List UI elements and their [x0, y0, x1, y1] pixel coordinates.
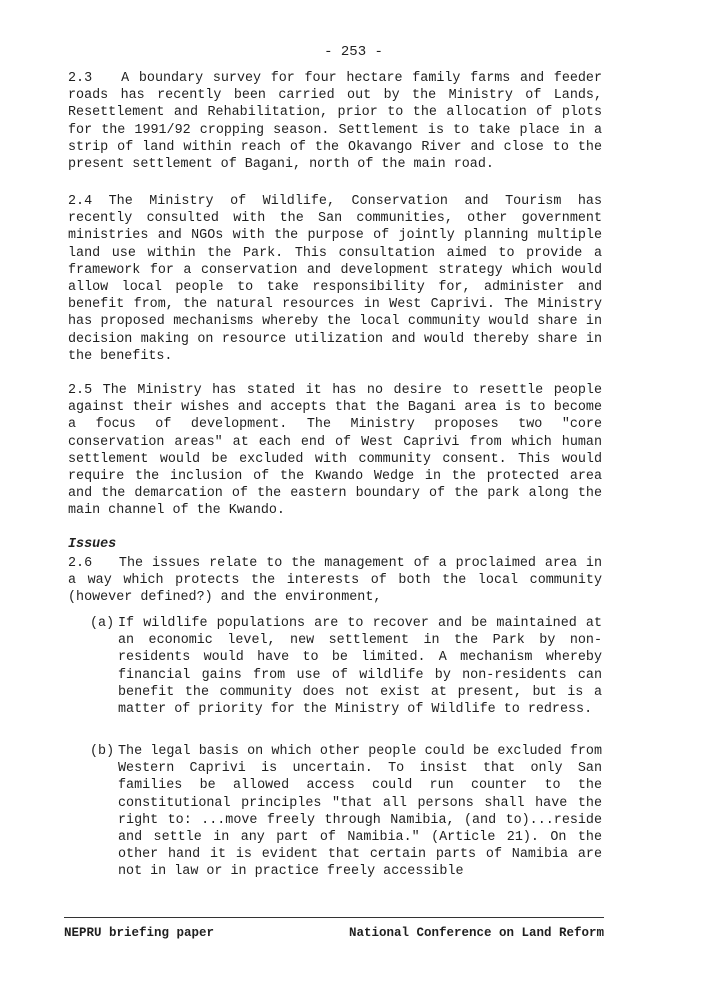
paragraph-text: The Ministry has stated it has no desire to resettle people against their wishes and accepts that the Bagani area is to become a focus of development. The Ministry proposes two "core conservation areas" at each end of West Caprivi from which human settlement would be excluded with community consent. This would require the inclusion of the Kwando Wedge in the protected area and the demarcation of the eastern boundary of the park along the main channel of the Kwando.: [68, 383, 602, 519]
paragraph-2-6: [68, 555, 602, 607]
paragraph-number: 2.5: [68, 383, 93, 398]
footer-left: NEPRU briefing paper: [64, 926, 215, 940]
paragraph-number: 2.3: [68, 71, 93, 86]
paragraph-2-4: [68, 193, 602, 365]
paragraph-text: The issues relate to the management of a proclaimed area in a way which protects the interests of both the local community (however defined?) and the environment,: [68, 556, 603, 606]
paragraph-2-3: [68, 70, 602, 173]
page-number: - 253 -: [324, 44, 383, 60]
paragraph-text: A boundary survey for four hectare family farms and feeder roads has recently been carried out by the Ministry of Lands, Resettlement and Rehabilitation, prior to the allocation of plots for the 1991/92 cropping season. Settlement is to take place in a strip of land within reach of the Okavango River and close to the present settlement of Bagani, north of the main road.: [68, 71, 603, 173]
item-text: The legal basis on which other people could be excluded from Western Caprivi is uncertain. To insist that only San families be allowed access could run counter to the constitutional principles "that all persons shall have the right to: ...move freely through Namibia, (and to)...reside and settle in any part of Namibia." (Article 21). On the other hand it is evident that certain parts of Namibia are not in law or in practice freely accessible: [118, 744, 602, 880]
item-marker: (b): [90, 744, 115, 759]
footer-right: National Conference on Land Reform: [348, 926, 604, 940]
item-text: If wildlife populations are to recover and be maintained at an economic level, new settlement in the Park by non-residents would have to be limited. A mechanism whereby financial gains from use of wildlife by non-residents can benefit the community does not exist at present, but is a matter of priority for the Ministry of Wildlife to redress.: [118, 616, 602, 718]
issue-item-b: [90, 743, 602, 881]
issues-heading: Issues: [68, 537, 117, 552]
paragraph-text: The Ministry of Wildlife, Conservation and Tourism has recently consulted with the San communities, other government ministries and NGOs with the purpose of jointly planning multiple land use within the Park. This consultation aimed to provide a framework for a conservation and development strategy which would allow local people to take responsibility for, administer and benefit from, the natural resources in West Caprivi. The Ministry has proposed mechanisms whereby the local community would share in decision making on resource utilization and would thereby share in the benefits.: [68, 194, 602, 364]
item-marker: (a): [90, 616, 115, 631]
footer-rule: [64, 917, 604, 918]
paragraph-2-5: [68, 382, 602, 520]
paragraph-number: 2.6: [68, 556, 93, 571]
paragraph-number: 2.4: [68, 194, 93, 209]
footer: [64, 926, 604, 940]
issue-item-a: [90, 615, 602, 718]
